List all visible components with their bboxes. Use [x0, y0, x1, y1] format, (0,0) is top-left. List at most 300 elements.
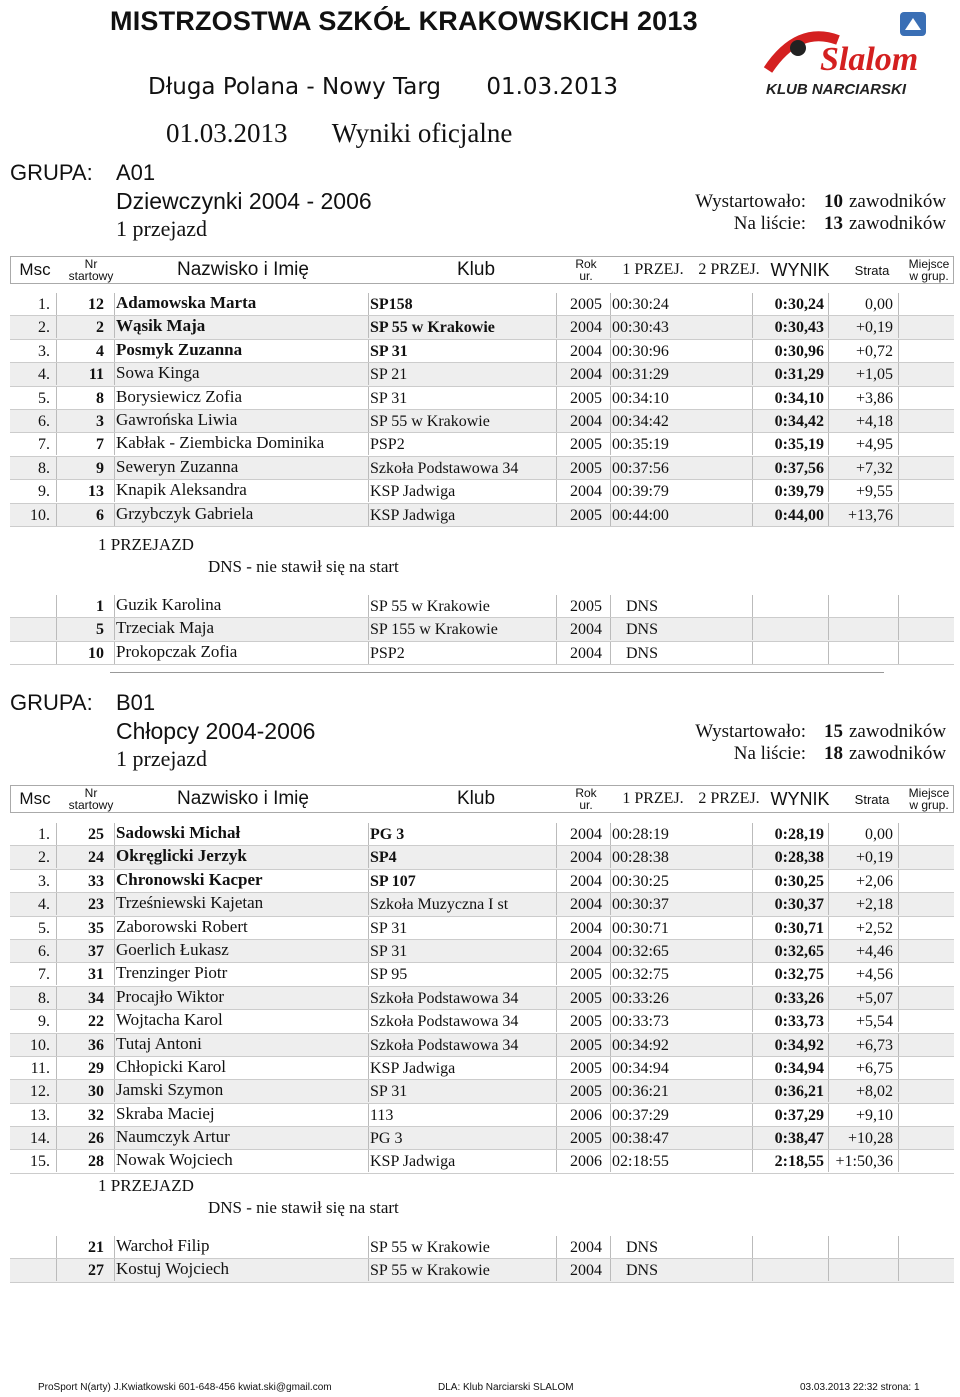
- birth-year: 2005: [570, 1013, 602, 1031]
- column-divider: [610, 340, 611, 362]
- run1-time: 00:44:00: [612, 506, 669, 524]
- column-divider: [610, 846, 611, 868]
- table-row: [10, 504, 954, 527]
- column-divider: [114, 1236, 115, 1258]
- run1-time: 00:31:29: [612, 366, 669, 384]
- column-divider: [898, 433, 899, 455]
- column-divider: [610, 618, 611, 640]
- column-divider: [898, 1236, 899, 1258]
- result-time: 0:28,38: [774, 849, 824, 867]
- column-divider: [368, 457, 369, 479]
- column-divider: [114, 387, 115, 409]
- table-row: [10, 1080, 954, 1103]
- column-divider: [56, 987, 57, 1009]
- started-count: 10 zawodników: [824, 191, 947, 212]
- results-table-b01: [10, 823, 954, 1174]
- column-divider: [56, 917, 57, 939]
- column-divider: [114, 480, 115, 502]
- birth-year: 2004: [570, 1262, 602, 1280]
- column-divider: [556, 618, 557, 640]
- column-divider: [556, 316, 557, 338]
- column-divider: [368, 893, 369, 915]
- header-nr-line: Nr: [84, 786, 98, 800]
- column-divider: [556, 595, 557, 617]
- club-name: KSP Jadwiga: [370, 506, 456, 524]
- column-divider: [368, 987, 369, 1009]
- result-time: 0:44,00: [774, 506, 824, 524]
- column-divider: [752, 618, 753, 640]
- table-row: [10, 893, 954, 916]
- header-run2: 2 PRZEJ.: [698, 790, 760, 807]
- column-divider: [368, 1034, 369, 1056]
- table-row: [10, 293, 954, 316]
- birth-year: 2004: [570, 621, 602, 639]
- result-time: 0:30,24: [774, 296, 824, 313]
- table-row: [10, 1150, 954, 1173]
- rank: 10.: [30, 506, 50, 524]
- bib-number: 30: [88, 1083, 104, 1101]
- table-row: [10, 363, 954, 386]
- run1-time: 00:30:43: [612, 319, 669, 337]
- club-name: SP 31: [370, 1083, 408, 1101]
- column-divider: [828, 618, 829, 640]
- column-divider: [114, 316, 115, 338]
- listed-count: 13 zawodników: [824, 213, 947, 234]
- svg-text:Slalom: Slalom: [820, 41, 919, 78]
- column-divider: [610, 917, 611, 939]
- column-divider: [114, 595, 115, 617]
- competitor-name: Sadowski Michał: [116, 823, 241, 842]
- column-divider: [56, 363, 57, 385]
- column-divider: [898, 1057, 899, 1079]
- footer-timestamp: 03.03.2013 22:32 strona: 1: [800, 1382, 920, 1393]
- column-divider: [56, 1236, 57, 1258]
- rank: 8.: [38, 989, 50, 1007]
- column-divider: [368, 410, 369, 432]
- column-divider: [898, 1150, 899, 1172]
- rank: 11.: [30, 1059, 50, 1077]
- club-name: SP158: [370, 296, 413, 313]
- table-row: [10, 1127, 954, 1150]
- venue-date: 01.03.2013: [486, 74, 619, 100]
- column-divider: [368, 1127, 369, 1149]
- run1-time: 00:33:73: [612, 1013, 669, 1031]
- column-divider: [56, 316, 57, 338]
- column-divider: [610, 410, 611, 432]
- rank: 6.: [38, 942, 50, 960]
- bib-number: 25: [88, 826, 104, 843]
- club-name: Szkoła Podstawowa 34: [370, 459, 519, 477]
- competitor-name: Kabłak - Ziembicka Dominika: [116, 433, 325, 453]
- club-name: SP 55 w Krakowie: [370, 319, 495, 337]
- results-table-a01: [10, 293, 954, 527]
- result-time: 0:33,73: [774, 1013, 824, 1031]
- bib-number: 23: [88, 896, 104, 914]
- column-divider: [752, 1259, 753, 1281]
- competitor-name: Procajło Wiktor: [116, 986, 225, 1006]
- time-loss: +4,95: [855, 436, 893, 454]
- logo-text: KLUB NARCIARSKI: [766, 81, 906, 98]
- table-row: [10, 480, 954, 503]
- column-divider: [752, 1236, 753, 1258]
- column-divider: [368, 1057, 369, 1079]
- header-place-line: w grup.: [909, 269, 949, 283]
- group-category: Chłopcy 2004-2006: [116, 718, 316, 744]
- competitor-name: Prokopczak Zofia: [116, 641, 238, 661]
- birth-year: 2005: [570, 296, 602, 313]
- column-divider: [898, 870, 899, 892]
- column-divider: [556, 987, 557, 1009]
- column-divider: [56, 1057, 57, 1079]
- rank: 14.: [30, 1130, 50, 1148]
- club-name: KSP Jadwiga: [370, 1153, 456, 1171]
- birth-year: 2004: [570, 942, 602, 960]
- bib-number: 27: [88, 1262, 104, 1280]
- competitor-name: Zaborowski Robert: [116, 916, 248, 936]
- time-loss: +13,76: [847, 506, 893, 524]
- column-divider: [56, 293, 57, 315]
- birth-year: 2006: [570, 1106, 602, 1124]
- dns-row: [10, 1236, 954, 1259]
- column-divider: [898, 940, 899, 962]
- competitor-name: Jamski Szymon: [116, 1080, 224, 1100]
- competitor-name: Warchoł Filip: [116, 1236, 210, 1255]
- birth-year: 2004: [570, 919, 602, 937]
- result-time: 0:30,37: [774, 896, 824, 914]
- dns-row: [10, 642, 954, 665]
- column-divider: [368, 433, 369, 455]
- bib-number: 3: [96, 412, 104, 430]
- dns-status: DNS: [626, 598, 659, 615]
- rank: 6.: [38, 412, 50, 430]
- competitor-name: Kostuj Wojciech: [116, 1259, 230, 1279]
- column-divider: [556, 1034, 557, 1056]
- result-time: 0:30,43: [774, 319, 824, 337]
- column-divider: [898, 363, 899, 385]
- column-divider: [368, 504, 369, 526]
- column-divider: [556, 410, 557, 432]
- run1-time: 00:33:26: [612, 989, 669, 1007]
- time-loss: +4,18: [855, 412, 893, 430]
- column-divider: [114, 870, 115, 892]
- bib-number: 35: [88, 919, 104, 937]
- table-row: [10, 917, 954, 940]
- result-time: 0:33,26: [774, 989, 824, 1007]
- run1-time: 00:32:75: [612, 966, 669, 984]
- column-divider: [898, 340, 899, 362]
- column-divider: [556, 940, 557, 962]
- result-time: 0:39,79: [774, 483, 824, 501]
- column-divider: [556, 1010, 557, 1032]
- column-divider: [114, 433, 115, 455]
- header-nr-line: startowy: [68, 798, 114, 812]
- result-time: 0:32,65: [774, 942, 824, 960]
- competitor-name: Chłopicki Karol: [116, 1056, 227, 1076]
- started-label: Wystartowało:: [695, 191, 806, 212]
- bib-number: 4: [96, 342, 104, 360]
- bib-number: 1: [96, 598, 104, 615]
- column-divider: [556, 433, 557, 455]
- column-divider: [114, 917, 115, 939]
- birth-year: 2005: [570, 436, 602, 454]
- club-name: SP 107: [370, 872, 416, 890]
- group-runs: 1 przejazd: [116, 746, 207, 771]
- header-club: Klub: [456, 259, 496, 280]
- column-divider: [610, 1104, 611, 1126]
- column-divider: [368, 1010, 369, 1032]
- column-divider: [610, 595, 611, 617]
- competitor-name: Borysiewicz Zofia: [116, 386, 243, 406]
- run1-time: 00:30:25: [612, 872, 669, 890]
- time-loss: +0,19: [855, 319, 893, 337]
- club-name: SP 31: [370, 942, 408, 960]
- column-divider: [56, 387, 57, 409]
- table-row: [10, 387, 954, 410]
- bib-number: 7: [96, 436, 104, 454]
- rank: 12.: [30, 1083, 50, 1101]
- column-divider: [898, 293, 899, 315]
- column-divider: [898, 316, 899, 338]
- competitor-name: Gawrońska Liwia: [116, 409, 238, 429]
- column-divider: [556, 293, 557, 315]
- time-loss: +3,86: [855, 389, 893, 407]
- rank: 15.: [30, 1153, 50, 1171]
- column-divider: [898, 987, 899, 1009]
- result-time: 0:34,94: [774, 1059, 824, 1077]
- header-result: WYNIK: [770, 259, 830, 280]
- birth-year: 2005: [570, 598, 602, 615]
- column-divider: [828, 595, 829, 617]
- time-loss: +0,19: [855, 849, 893, 867]
- table-row: [10, 870, 954, 893]
- table-row: [10, 1010, 954, 1033]
- result-time: 0:37,56: [774, 459, 824, 477]
- group-label: GRUPA:: [10, 160, 93, 185]
- rank: 10.: [30, 1036, 50, 1054]
- header-strata: Strata: [854, 791, 890, 807]
- club-name: Szkoła Podstawowa 34: [370, 989, 519, 1007]
- birth-year: 2004: [570, 644, 602, 662]
- bib-number: 6: [96, 506, 104, 524]
- table-row: [10, 987, 954, 1010]
- column-divider: [556, 1150, 557, 1172]
- column-divider: [556, 642, 557, 664]
- time-loss: +10,28: [847, 1130, 893, 1148]
- dns-title: DNS - nie stawił się na start: [208, 1198, 399, 1217]
- column-divider: [610, 987, 611, 1009]
- column-divider: [114, 963, 115, 985]
- time-loss: +4,46: [855, 942, 893, 960]
- competitor-name: Grzybczyk Gabriela: [116, 503, 254, 523]
- dns-title: DNS - nie stawił się na start: [208, 557, 399, 576]
- column-divider: [556, 846, 557, 868]
- time-loss: +6,75: [855, 1059, 893, 1077]
- bib-number: 21: [88, 1239, 104, 1256]
- column-divider: [56, 1127, 57, 1149]
- column-divider: [56, 1104, 57, 1126]
- run1-time: 00:37:56: [612, 459, 669, 477]
- competitor-name: Wojtacha Karol: [116, 1010, 223, 1030]
- header-run2: 2 PRZEJ.: [698, 261, 760, 278]
- birth-year: 2004: [570, 826, 602, 843]
- club-name: SP 55 w Krakowie: [370, 412, 490, 430]
- column-divider: [368, 642, 369, 664]
- column-divider: [114, 940, 115, 962]
- club-name: PSP2: [370, 644, 405, 662]
- column-divider: [898, 963, 899, 985]
- rank: 3.: [38, 872, 50, 890]
- column-divider: [610, 1127, 611, 1149]
- results-title: Wyniki oficjalne: [331, 118, 513, 148]
- result-time: 0:30,96: [774, 342, 824, 360]
- competitor-name: Nowak Wojciech: [116, 1150, 233, 1170]
- dns-status: DNS: [626, 621, 659, 639]
- header-rok: [561, 257, 611, 283]
- column-divider: [56, 340, 57, 362]
- column-divider: [898, 480, 899, 502]
- run1-time: 00:30:71: [612, 919, 669, 937]
- column-divider: [114, 363, 115, 385]
- column-divider: [556, 870, 557, 892]
- results-heading: [166, 118, 550, 149]
- run1-time: 00:36:21: [612, 1083, 669, 1101]
- header-msc: Msc: [19, 789, 51, 808]
- time-loss: 0,00: [865, 826, 893, 843]
- club-name: PG 3: [370, 826, 405, 843]
- run1-time: 02:18:55: [612, 1153, 669, 1171]
- table-row: [10, 410, 954, 433]
- column-divider: [114, 987, 115, 1009]
- time-loss: +5,07: [855, 989, 893, 1007]
- column-divider: [56, 963, 57, 985]
- birth-year: 2005: [570, 1083, 602, 1101]
- column-header: [10, 785, 954, 813]
- run1-time: 00:30:96: [612, 342, 669, 360]
- dns-status: DNS: [626, 644, 659, 662]
- birth-year: 2005: [570, 966, 602, 984]
- column-divider: [610, 1080, 611, 1102]
- column-divider: [56, 823, 57, 845]
- rank: 4.: [38, 896, 50, 914]
- time-loss: 0,00: [865, 296, 893, 313]
- listed-label: Na liście:: [733, 213, 806, 234]
- table-row: [10, 1057, 954, 1080]
- column-divider: [368, 387, 369, 409]
- column-divider: [114, 457, 115, 479]
- bib-number: 34: [88, 989, 104, 1007]
- column-divider: [114, 1010, 115, 1032]
- column-divider: [56, 940, 57, 962]
- birth-year: 2005: [570, 1059, 602, 1077]
- competitor-name: Guzik Karolina: [116, 595, 222, 614]
- run1-time: 00:32:65: [612, 942, 669, 960]
- column-divider: [828, 1236, 829, 1258]
- table-row: [10, 963, 954, 986]
- run1-time: 00:39:79: [612, 483, 669, 501]
- column-divider: [610, 823, 611, 845]
- run1-time: 00:34:42: [612, 412, 669, 430]
- birth-year: 2004: [570, 412, 602, 430]
- column-divider: [368, 917, 369, 939]
- column-divider: [610, 893, 611, 915]
- column-divider: [114, 642, 115, 664]
- column-divider: [898, 1010, 899, 1032]
- column-divider: [56, 870, 57, 892]
- column-divider: [56, 410, 57, 432]
- column-divider: [556, 504, 557, 526]
- venue-name: Długa Polana - Nowy Targ: [148, 74, 442, 100]
- bib-number: 31: [88, 966, 104, 984]
- table-row: [10, 1034, 954, 1057]
- competitor-name: Trześniewski Kajetan: [116, 893, 264, 913]
- column-divider: [114, 340, 115, 362]
- dns-table-b01: [10, 1236, 954, 1283]
- column-divider: [556, 963, 557, 985]
- column-divider: [610, 940, 611, 962]
- run1-time: 00:34:10: [612, 389, 669, 407]
- column-divider: [556, 340, 557, 362]
- competitor-name: Posmyk Zuzanna: [116, 339, 243, 359]
- header-nr-line: startowy: [68, 269, 114, 283]
- column-divider: [368, 846, 369, 868]
- header-rok-line: ur.: [579, 269, 593, 283]
- competitor-name: Tutaj Antoni: [116, 1033, 202, 1053]
- result-time: 0:38,47: [774, 1130, 824, 1148]
- column-divider: [114, 893, 115, 915]
- header-nr-line: Nr: [84, 257, 98, 271]
- competitor-name: Goerlich Łukasz: [116, 939, 229, 959]
- time-loss: +6,73: [855, 1036, 893, 1054]
- column-divider: [368, 1150, 369, 1172]
- run1-time: 00:30:37: [612, 896, 669, 914]
- rank: 4.: [38, 366, 50, 384]
- column-divider: [752, 642, 753, 664]
- result-time: 0:34,42: [774, 412, 824, 430]
- bib-number: 2: [96, 319, 104, 337]
- column-divider: [114, 823, 115, 845]
- column-divider: [556, 823, 557, 845]
- competitor-name: Knapik Aleksandra: [116, 480, 247, 500]
- bib-number: 36: [88, 1036, 104, 1054]
- birth-year: 2004: [570, 319, 602, 337]
- column-divider: [556, 363, 557, 385]
- birth-year: 2005: [570, 1036, 602, 1054]
- column-divider: [610, 1259, 611, 1281]
- column-divider: [56, 642, 57, 664]
- club-name: SP 31: [370, 919, 408, 937]
- time-loss: +7,32: [855, 459, 893, 477]
- competitor-name: Trzeciak Maja: [116, 618, 215, 638]
- column-divider: [556, 1236, 557, 1258]
- column-divider: [368, 340, 369, 362]
- birth-year: 2004: [570, 1239, 602, 1256]
- bib-number: 12: [88, 296, 104, 313]
- header-place: [903, 257, 955, 283]
- column-divider: [898, 917, 899, 939]
- table-row: [10, 316, 954, 339]
- column-divider: [556, 387, 557, 409]
- run1-time: 00:28:19: [612, 826, 669, 843]
- column-divider: [556, 893, 557, 915]
- column-divider: [56, 1034, 57, 1056]
- time-loss: +8,02: [855, 1083, 893, 1101]
- column-divider: [56, 1010, 57, 1032]
- birth-year: 2005: [570, 506, 602, 524]
- result-time: 0:36,21: [774, 1083, 824, 1101]
- column-divider: [898, 642, 899, 664]
- column-divider: [610, 1236, 611, 1258]
- bib-number: 29: [88, 1059, 104, 1077]
